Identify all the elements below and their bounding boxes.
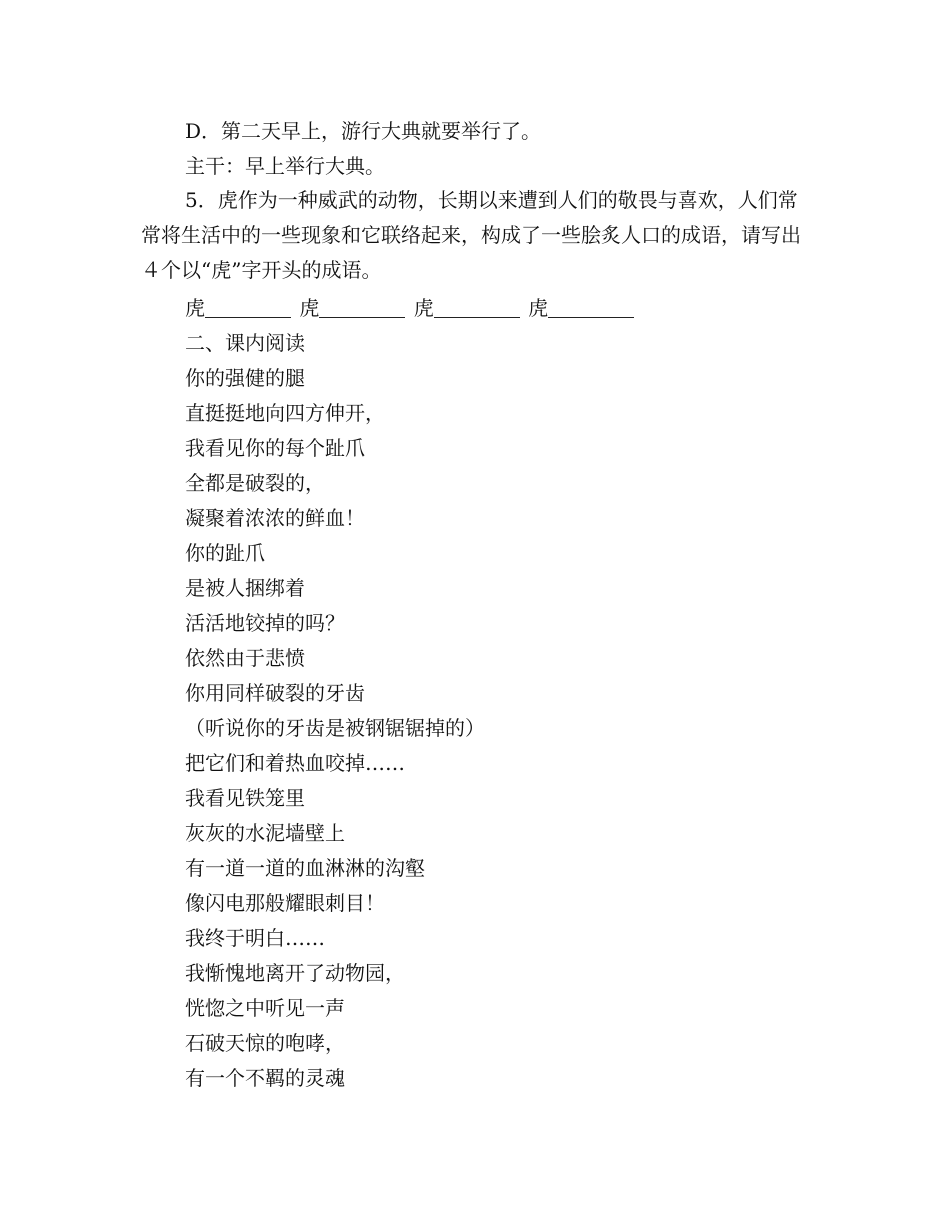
blank-label-4: 虎 [528,296,549,320]
poem-line: 你的趾爪 [185,541,265,565]
blank-label-1: 虎 [185,296,205,320]
poem-line: 我终于明白…… [185,926,325,950]
poem-line: 直挺挺地向四方伸开， [185,401,385,425]
blank-label-2: 虎 [299,296,320,320]
blank-field-4[interactable] [548,297,634,318]
poem-line: 把它们和着热血咬掉…… [185,751,405,775]
blank-field-1[interactable] [205,297,291,318]
poem-line: 我惭愧地离开了动物园， [185,961,405,985]
poem-line: 依然由于悲愤 [185,646,305,670]
poem-line: 你用同样破裂的牙齿 [185,681,365,705]
poem-line: 活活地铰掉的吗？ [185,611,345,635]
poem-line: 你的强健的腿 [185,366,305,390]
poem-line: 有一道一道的血淋淋的沟壑 [185,856,425,880]
poem-line: 是被人捆绑着 [185,576,305,600]
blank-label-3: 虎 [413,296,434,320]
poem-line: 恍惚之中听见一声 [185,996,345,1020]
poem-line: 像闪电那般耀眼刺目！ [185,891,385,915]
poem-line: 石破天惊的咆哮， [185,1031,345,1055]
option-d-line: D．第二天早上，游行大典就要举行了。 [185,119,542,143]
poem-line: 灰灰的水泥墙壁上 [185,821,345,845]
poem-line: 凝聚着浓浓的鲜血！ [185,506,365,530]
blank-field-2[interactable] [319,297,405,318]
idiom-blanks [185,296,636,320]
poem-line: 有一个不羁的灵魂 [185,1066,345,1090]
question-5: 5．虎作为一种威武的动物，长期以来遭到人们的敬畏与喜欢，人们常常将生活中的一些现象和它联络起来，构成了一些脍炙人口的成语，请写出４个以“虎”字开头的成语。 [141,188,801,282]
poem-line: 全都是破裂的， [185,471,325,495]
answer-line: 主干：早上举行大典。 [185,154,385,178]
poem-line: （听说你的牙齿是被钢锯锯掉的） [185,716,485,740]
blank-field-3[interactable] [434,297,520,318]
poem-line: 我看见你的每个趾爪 [185,436,365,460]
section-heading: 二、课内阅读 [185,331,305,355]
poem-line: 我看见铁笼里 [185,786,305,810]
